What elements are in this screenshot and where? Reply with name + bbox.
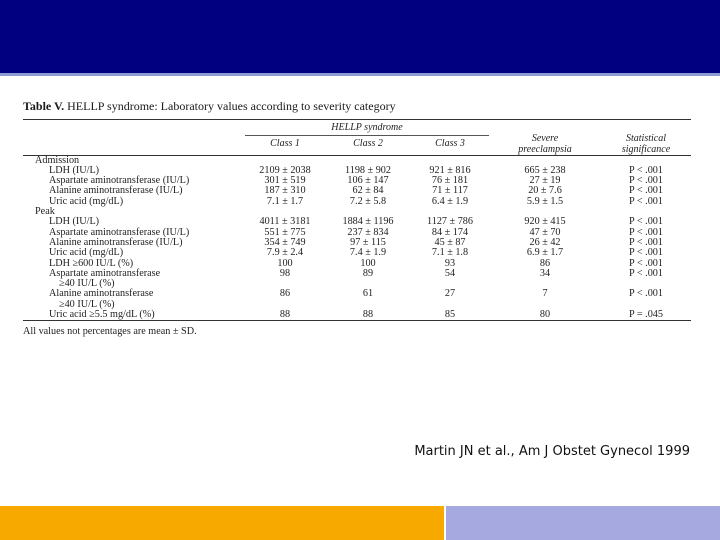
cell-class-2: 7.4 ± 1.9 [349, 247, 387, 259]
cell-significance: P < .001 [629, 257, 663, 269]
citation: Martin JN et al., Am J Obstet Gynecol 1999 [414, 444, 690, 459]
cell-significance: P < .001 [629, 247, 663, 259]
cell-class-2: 1198 ± 902 [345, 164, 391, 176]
row-label: Alanine aminotransferase (IU/L) [49, 236, 183, 248]
cell-significance: P < .001 [629, 267, 663, 279]
table-row [23, 269, 691, 279]
cell-class-1: 88 [279, 309, 291, 321]
footer-band-left [0, 506, 444, 540]
cell-severe-preeclampsia: 34 [539, 267, 551, 279]
title-band [0, 0, 720, 73]
lab-values-table [23, 119, 691, 321]
cell-class-3: 76 ± 181 [431, 175, 469, 187]
row-label: LDH (IU/L) [49, 164, 100, 176]
cell-class-2: 88 [362, 309, 374, 321]
cell-severe-preeclampsia: 86 [539, 257, 551, 269]
row-label: Aspartate aminotransferase (IU/L) [49, 175, 190, 187]
cell-severe-preeclampsia: 665 ± 238 [524, 164, 566, 176]
title-band-edge [0, 73, 720, 76]
row-label-continuation: ≥40 IU/L (%) [59, 298, 115, 310]
hellp-syndrome-header: HELLP syndrome [245, 120, 489, 136]
cell-class-1: 551 ± 775 [264, 226, 306, 238]
table-row [23, 310, 691, 321]
section-label: Peak [35, 206, 55, 218]
cell-significance: P < .001 [629, 216, 663, 228]
cell-class-1: 301 ± 519 [264, 175, 306, 187]
cell-class-3: 6.4 ± 1.9 [431, 195, 469, 207]
row-label-continuation: ≥40 IU/L (%) [59, 278, 115, 290]
table-footnote: All values not percentages are mean ± SD. [23, 326, 197, 338]
cell-class-3: 45 ± 87 [434, 236, 466, 248]
cell-class-2: 97 ± 115 [350, 236, 386, 248]
row-label: Alanine aminotransferase (IU/L) [49, 185, 183, 197]
cell-class-1: 2109 ± 2038 [259, 164, 311, 176]
cell-significance: P < .001 [629, 288, 663, 300]
table-caption-label: Table V. [23, 99, 65, 113]
cell-class-3: 7.1 ± 1.8 [431, 247, 469, 259]
cell-class-3: 71 ± 117 [432, 185, 468, 197]
row-label: Uric acid (mg/dL) [49, 247, 124, 259]
cell-severe-preeclampsia: 920 ± 415 [524, 216, 566, 228]
cell-class-1: 4011 ± 3181 [259, 216, 311, 228]
table-row [23, 197, 691, 207]
cell-significance: P < .001 [629, 226, 663, 238]
footer-band-right [446, 506, 720, 540]
cell-severe-preeclampsia: 6.9 ± 1.7 [526, 247, 564, 259]
cell-severe-preeclampsia: 20 ± 7.6 [528, 185, 562, 197]
cell-class-2: 89 [362, 267, 374, 279]
cell-class-2: 61 [362, 288, 374, 300]
cell-class-1: 86 [279, 288, 291, 300]
cell-class-3: 85 [444, 309, 456, 321]
cell-class-2: 237 ± 834 [347, 226, 389, 238]
row-label: Alanine aminotransferase [49, 288, 154, 300]
row-label: Uric acid ≥5.5 mg/dL (%) [49, 309, 155, 321]
cell-significance: P < .001 [629, 175, 663, 187]
cell-severe-preeclampsia: 5.9 ± 1.5 [526, 195, 564, 207]
class-1-header: Class 1 [270, 138, 300, 150]
cell-severe-preeclampsia: 80 [539, 309, 551, 321]
row-label: Uric acid (mg/dL) [49, 195, 124, 207]
table-header-group-row [23, 120, 691, 136]
cell-class-2: 7.2 ± 5.8 [349, 195, 387, 207]
cell-severe-preeclampsia: 7 [542, 288, 548, 300]
table-caption [23, 99, 691, 113]
cell-class-2: 100 [360, 257, 376, 269]
cell-class-1: 354 ± 749 [264, 236, 306, 248]
cell-severe-preeclampsia: 26 ± 42 [529, 236, 561, 248]
cell-class-1: 100 [277, 257, 293, 269]
cell-class-1: 7.9 ± 2.4 [266, 247, 304, 259]
table-row [23, 289, 691, 299]
row-label: LDH (IU/L) [49, 216, 100, 228]
cell-severe-preeclampsia: 27 ± 19 [529, 175, 561, 187]
statistical-significance-header: Statistical significance [621, 132, 671, 155]
cell-class-2: 1884 ± 1196 [342, 216, 394, 228]
cell-class-2: 62 ± 84 [352, 185, 384, 197]
row-label: LDH ≥600 IU/L (%) [49, 257, 134, 269]
section-label: Admission [35, 154, 80, 166]
cell-class-3: 84 ± 174 [431, 226, 469, 238]
cell-significance: P < .001 [629, 195, 663, 207]
class-2-header: Class 2 [353, 138, 383, 150]
table-caption-text: HELLP syndrome: Laboratory values according to severity category [67, 99, 396, 113]
cell-significance: P = .045 [629, 309, 663, 321]
cell-class-3: 93 [444, 257, 456, 269]
cell-class-1: 98 [279, 267, 291, 279]
cell-class-2: 106 ± 147 [347, 175, 389, 187]
cell-class-3: 54 [444, 267, 456, 279]
cell-class-3: 27 [444, 288, 456, 300]
lab-values-table-figure [23, 99, 691, 338]
row-label: Aspartate aminotransferase (IU/L) [49, 226, 190, 238]
cell-significance: P < .001 [629, 164, 663, 176]
cell-class-1: 187 ± 310 [264, 185, 306, 197]
row-label: Aspartate aminotransferase [49, 267, 161, 279]
cell-class-1: 7.1 ± 1.7 [266, 195, 304, 207]
cell-class-3: 921 ± 816 [429, 164, 471, 176]
class-3-header: Class 3 [435, 138, 465, 150]
cell-significance: P < .001 [629, 185, 663, 197]
cell-class-3: 1127 ± 786 [427, 216, 473, 228]
severe-preeclampsia-header: Severe preeclampsia [518, 132, 572, 155]
cell-severe-preeclampsia: 47 ± 70 [529, 226, 561, 238]
cell-significance: P < .001 [629, 236, 663, 248]
